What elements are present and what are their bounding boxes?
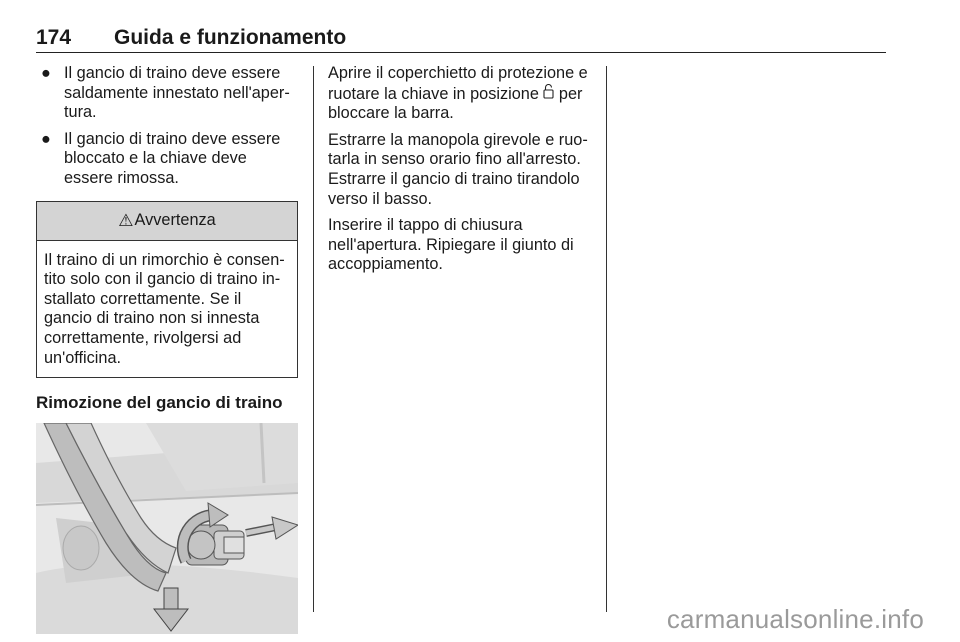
warning-box (36, 201, 298, 379)
bullet-text: Il gancio di traino deve essere saldamente innestato nell'apertura. (64, 64, 290, 122)
warning-triangle-icon: ⚠ (118, 210, 134, 230)
column-middle (328, 64, 590, 282)
page-header (36, 26, 886, 53)
instruction-paragraph-1 (328, 64, 590, 124)
list-item (36, 130, 298, 189)
tow-hook-removal-illustration (36, 423, 298, 634)
page-number: 174 (36, 26, 72, 49)
watermark: carmanualsonline.info (666, 604, 924, 634)
instruction-text: Aprire il coperchietto di protezione e ruotare la chiave in posizione (328, 64, 588, 103)
column-divider-1 (313, 66, 314, 612)
column-divider-2 (606, 66, 607, 612)
bullet-list (36, 64, 298, 189)
warning-text: Il traino di un rimorchio è consentito solo con il gancio di traino installato correttamente. Se il gancio di traino non si innesta correttamente, rivolgersi ad un'officina. (44, 250, 285, 367)
instruction-paragraph-3: Inserire il tappo di chiusura nell'apertura. Ripiegare il giunto di accoppiamento. (328, 216, 574, 274)
bullet-icon: ● (41, 129, 51, 148)
bullet-icon: ● (41, 64, 51, 82)
section-heading: Rimozione del gancio di traino (36, 393, 283, 413)
list-item (36, 64, 298, 123)
instruction-text: per bloccare la barra. (328, 84, 583, 123)
page-title: Guida e funzionamento (114, 26, 347, 49)
warning-title: Avvertenza (134, 210, 216, 229)
warning-header (37, 202, 297, 241)
bullet-text: Il gancio di traino deve essere bloccato e la chiave deve essere rimossa. (64, 129, 281, 187)
instruction-paragraph-2: Estrarre la manopola girevole e ruotarla in senso orario fino all'arresto. Estrarre il gancio di traino tirandolo verso il basso. (328, 130, 588, 208)
column-left (36, 64, 298, 634)
unlock-icon (543, 84, 554, 105)
